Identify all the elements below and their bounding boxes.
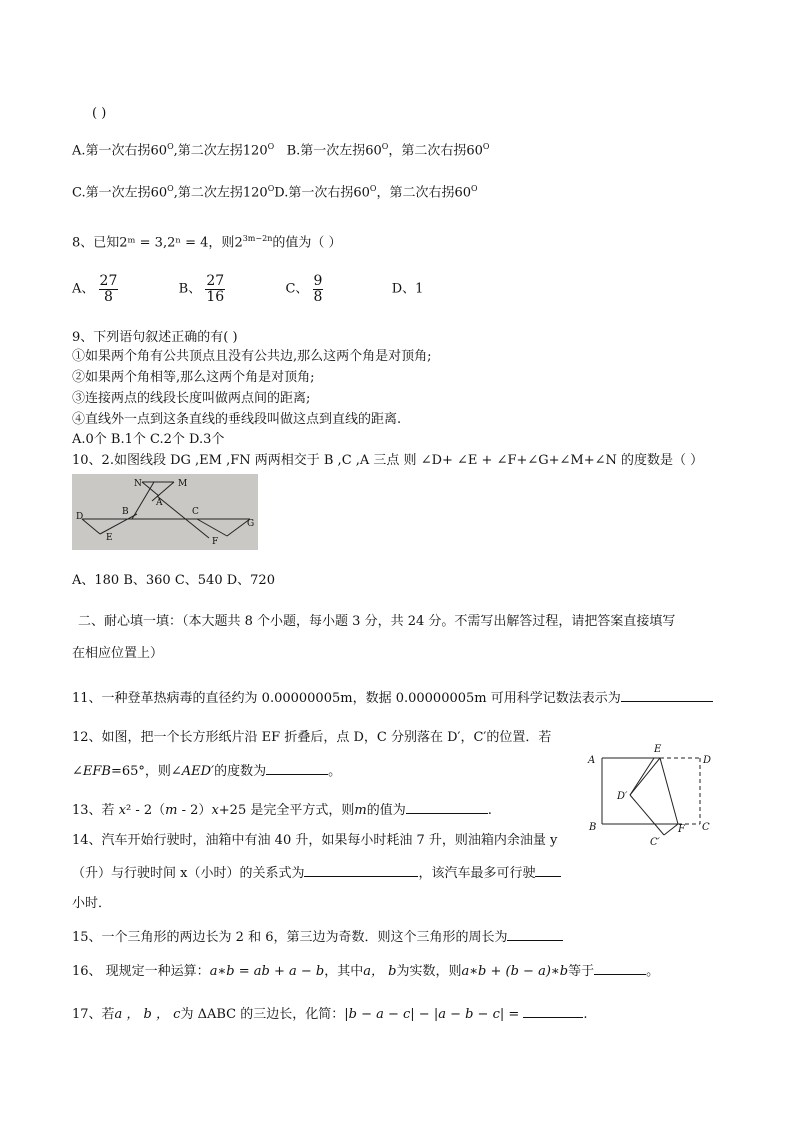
q13: 13、若 x² - 2（m - 2）x+25 是完全平方式，则m的值为 . xyxy=(72,803,492,818)
q8-option-a-fraction: $\frac{27}{8}$ xyxy=(99,273,118,305)
q10-label-b: B xyxy=(122,507,129,517)
q17-expression: |b − a − c| − |a − b − c| = xyxy=(344,1007,520,1022)
q7-paren: ( ) xyxy=(92,106,107,121)
q12-label-b: B xyxy=(589,822,597,833)
q9-options: A.0个 B.1个 C.2个 D.3个 xyxy=(72,432,225,447)
q10-label-a: A xyxy=(156,498,163,508)
q14-line2: （升）与行驶时间 x（小时）的关系式为 ，该汽车最多可行驶 xyxy=(72,864,561,882)
q16-answer-blank[interactable] xyxy=(594,962,646,975)
q17-answer-blank[interactable] xyxy=(523,1005,583,1018)
q12-label-a: A xyxy=(588,755,596,766)
q8-option-b-fraction: $\frac{27}{16}$ xyxy=(206,273,225,305)
q12-line2: ∠EFB=65°，则∠AED′的度数为 。 xyxy=(72,764,342,779)
q12-label-cprime: C′ xyxy=(650,837,660,848)
q12-label-e: E xyxy=(654,744,662,755)
q9-statement-4: ④直线外一点到这条直线的垂线段叫做这点到直线的距离. xyxy=(72,412,402,427)
q16-expression: a∗b + (b − a)∗b xyxy=(461,964,569,979)
q17: 17、若a ， b ， c为 ΔABC 的三边长，化简：|b − a − c| − |a − b − c| = . xyxy=(72,1007,588,1022)
q8-option-d: D、1 xyxy=(391,281,424,297)
section2-heading-line2: 在相应位置上） xyxy=(72,646,164,661)
q12-label-dprime: D′ xyxy=(617,791,628,802)
q9-statement-2: ②如果两个角相等,那么这两个角是对顶角; xyxy=(72,370,315,385)
q9-title: 9、下列语句叙述正确的有( ) xyxy=(72,330,238,345)
q15: 15、一个三角形的两边长为 2 和 6，第三边为奇数．则这个三角形的周长为 xyxy=(72,928,563,946)
q10-label-d: D xyxy=(76,512,84,522)
q11-answer-blank[interactable] xyxy=(621,689,713,702)
q10-label-e: E xyxy=(106,533,113,543)
q12-label-d: D xyxy=(703,755,712,766)
q16-operation: a∗b = ab + a − b xyxy=(209,964,325,979)
q11: 11、一种登革热病毒的直径约为 0.00000005m，数据 0.00000005m 可用科学记数法表示为 xyxy=(72,689,713,707)
q10-label-n: N xyxy=(134,479,142,489)
q8-stem: 8、已知2ᵐ = 3,2ⁿ = 4，则$2^{3m-2n}$的值为（ ） xyxy=(72,234,342,251)
q7-option-c-d: C.第一次左拐$60^O$,第二次左拐$120^OD$.第一次右拐$60^O$，第二次右拐$60^O$ xyxy=(72,184,478,201)
q7-option-a-b: A.第一次右拐$60^O$,第二次左拐$120^O$ B.第一次左拐$60^O$，第二次右拐$60^O$ xyxy=(72,142,490,159)
q12-figure xyxy=(584,740,734,850)
q12-label-c: C xyxy=(702,822,710,833)
q10-title: 10、2.如图线段 DG ,EM ,FN 两两相交于 B ,C ,A 三点 则 ∠D+ ∠E + ∠F+∠G+∠M+∠N 的度数是（ ） xyxy=(72,453,704,468)
q8-options: A、 $\frac{27}{8}$ B、 $\frac{27}{16}$ C、 $\frac{9}{8}$ D、1 xyxy=(72,273,424,305)
q10-label-f: F xyxy=(212,537,219,547)
q8-given: 2ᵐ = 3,2ⁿ = 4 xyxy=(119,235,209,251)
q10-label-m: M xyxy=(178,479,188,489)
q14-relation-blank[interactable] xyxy=(304,864,418,877)
q12-line1: 12、如图，把一个长方形纸片沿 EF 折叠后，点 D，C 分别落在 D′，C′的位置．若 xyxy=(72,730,552,745)
q10-options: A、180 B、360 C、540 D、720 xyxy=(72,573,275,588)
q14-hours-blank[interactable] xyxy=(535,864,561,877)
section2-heading-line1: 二、耐心填一填：（本大题共 8 个小题，每小题 3 分，共 24 分。不需写出解答过程，请把答案直接填写 xyxy=(78,614,676,629)
q10-figure xyxy=(72,474,258,550)
q10-label-c: C xyxy=(192,507,199,517)
q14-line1: 14、汽车开始行驶时，油箱中有油 40 升，如果每小时耗油 7 升，则油箱内余油量 y xyxy=(72,833,558,848)
q7-option-b: B.第一次左拐60 xyxy=(286,143,382,159)
q16: 16、 现规定一种运算：a∗b = ab + a − b，其中a， b为实数，则a∗b + (b − a)∗b等于 。 xyxy=(72,964,660,979)
q14-line3: 小时． xyxy=(72,896,112,911)
q15-answer-blank[interactable] xyxy=(507,928,563,941)
q9-statement-3: ③连接两点的线段长度叫做两点间的距离; xyxy=(72,391,311,406)
q7-option-d: D.第一次右拐60 xyxy=(274,185,370,201)
q10-figure-photo xyxy=(72,474,258,550)
q12-label-f: F xyxy=(678,824,685,835)
q7-option-c: C.第一次左拐60 xyxy=(72,185,168,201)
q12-answer-blank[interactable] xyxy=(266,762,328,775)
q8-option-c-fraction: $\frac{9}{8}$ xyxy=(313,273,323,305)
q13-answer-blank[interactable] xyxy=(406,801,488,814)
q7-option-a: A.第一次右拐60 xyxy=(72,143,168,159)
q10-label-g: G xyxy=(247,519,255,529)
q9-statement-1: ①如果两个角有公共顶点且没有公共边,那么这两个角是对顶角; xyxy=(72,349,432,364)
